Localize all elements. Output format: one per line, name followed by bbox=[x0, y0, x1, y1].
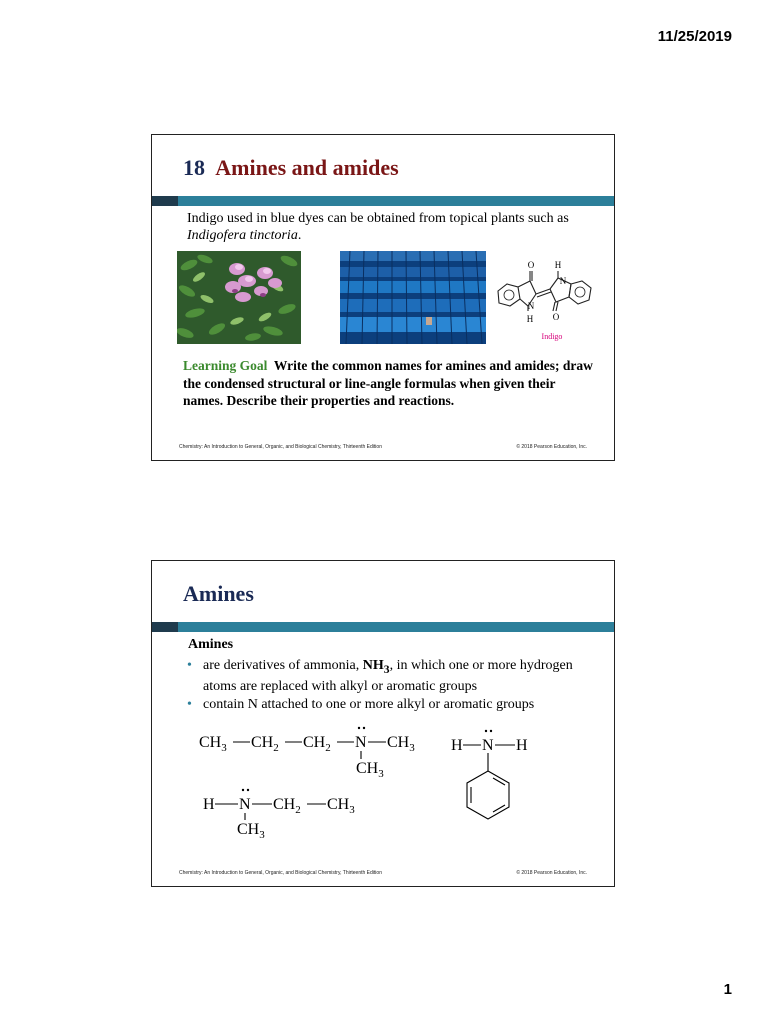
svg-text:H: H bbox=[516, 737, 528, 754]
slide-amines bbox=[151, 560, 615, 887]
indigo-structure-diagram bbox=[492, 251, 612, 346]
slide-title: Amines bbox=[183, 581, 254, 606]
svg-text:CH2: $CH_2$ bbox=[251, 734, 279, 754]
bullet-list bbox=[187, 657, 597, 713]
indigo-dyed-fabric-photo bbox=[340, 251, 486, 344]
title-bar bbox=[178, 196, 614, 206]
title-bar bbox=[178, 622, 614, 632]
bullet-item: • are derivatives of ammonia, $NH_3$, in which one or more hydrogen atoms are replaced with alkyl or aromatic groups bbox=[187, 657, 597, 696]
learning-goal bbox=[183, 357, 593, 410]
slide-footer-copyright: © 2018 Pearson Education, Inc. bbox=[516, 444, 587, 450]
learning-goal-text: Write the common names for amines and amides; draw the condensed structural or line-angle formulas when given their names. Describe their properties and reactions. bbox=[183, 358, 593, 408]
species-name: Indigofera tinctoria bbox=[187, 228, 298, 243]
intro-text: Indigo used in blue dyes can be obtained from topical plants such as Indigofera tinctoria. bbox=[187, 211, 569, 243]
section-heading: Amines bbox=[188, 637, 234, 652]
atom-h-top: H bbox=[554, 260, 562, 270]
title-bar-accent bbox=[152, 196, 178, 206]
atom-n-left: N bbox=[527, 301, 535, 311]
atom-n-right: N bbox=[559, 276, 567, 286]
slide-footer-source: Chemistry: An Introduction to General, Organic, and Biological Chemistry, Thirteenth Edition bbox=[179, 444, 382, 450]
indigo-label: Indigo bbox=[541, 332, 563, 341]
slide-footer-copyright: © 2018 Pearson Education, Inc. bbox=[516, 870, 587, 876]
atom-h-bottom: H bbox=[526, 314, 534, 324]
title-bar-accent bbox=[152, 622, 178, 632]
indigofera-plant-photo bbox=[177, 251, 301, 344]
svg-text:N: N bbox=[239, 796, 251, 813]
formula-aniline bbox=[451, 737, 528, 754]
chapter-number: 18 bbox=[183, 155, 205, 180]
svg-text:N: N bbox=[482, 737, 494, 754]
svg-text:H: H bbox=[203, 796, 215, 813]
page-date: 11/25/2019 bbox=[657, 28, 732, 45]
slide-footer-source: Chemistry: An Introduction to General, Organic, and Biological Chemistry, Thirteenth Edition bbox=[179, 870, 382, 876]
svg-text:CH2: $CH_2$ bbox=[303, 734, 331, 754]
svg-text:CH3: $CH_3$ bbox=[327, 796, 355, 816]
formula-methylpropylamine bbox=[199, 734, 415, 780]
formula-ethylmethylamine bbox=[203, 796, 355, 841]
page-number: 1 bbox=[723, 981, 732, 998]
svg-text:CH3: $CH_3$ bbox=[356, 760, 384, 780]
svg-text:CH3: $CH_3$ bbox=[237, 821, 265, 841]
svg-text:H: H bbox=[451, 737, 463, 754]
svg-text:CH2: $CH_2$ bbox=[273, 796, 301, 816]
slide-amines-and-amides bbox=[151, 134, 615, 461]
svg-text:CH3: $CH_3$ bbox=[387, 734, 415, 754]
atom-o-top: O bbox=[527, 260, 535, 270]
atom-o-bottom: O bbox=[552, 312, 560, 322]
learning-goal-label: Learning Goal bbox=[183, 358, 268, 373]
chapter-title: Amines and amides bbox=[215, 155, 399, 180]
svg-text:N: N bbox=[355, 734, 367, 751]
svg-text:CH3: $CH_3$ bbox=[199, 734, 227, 754]
bullet-item: • contain N attached to one or more alkyl or aromatic groups bbox=[187, 696, 597, 714]
slide-title bbox=[183, 155, 399, 181]
amine-formulas-diagram bbox=[187, 719, 607, 844]
ammonia-formula: $NH_3$ bbox=[362, 658, 390, 676]
